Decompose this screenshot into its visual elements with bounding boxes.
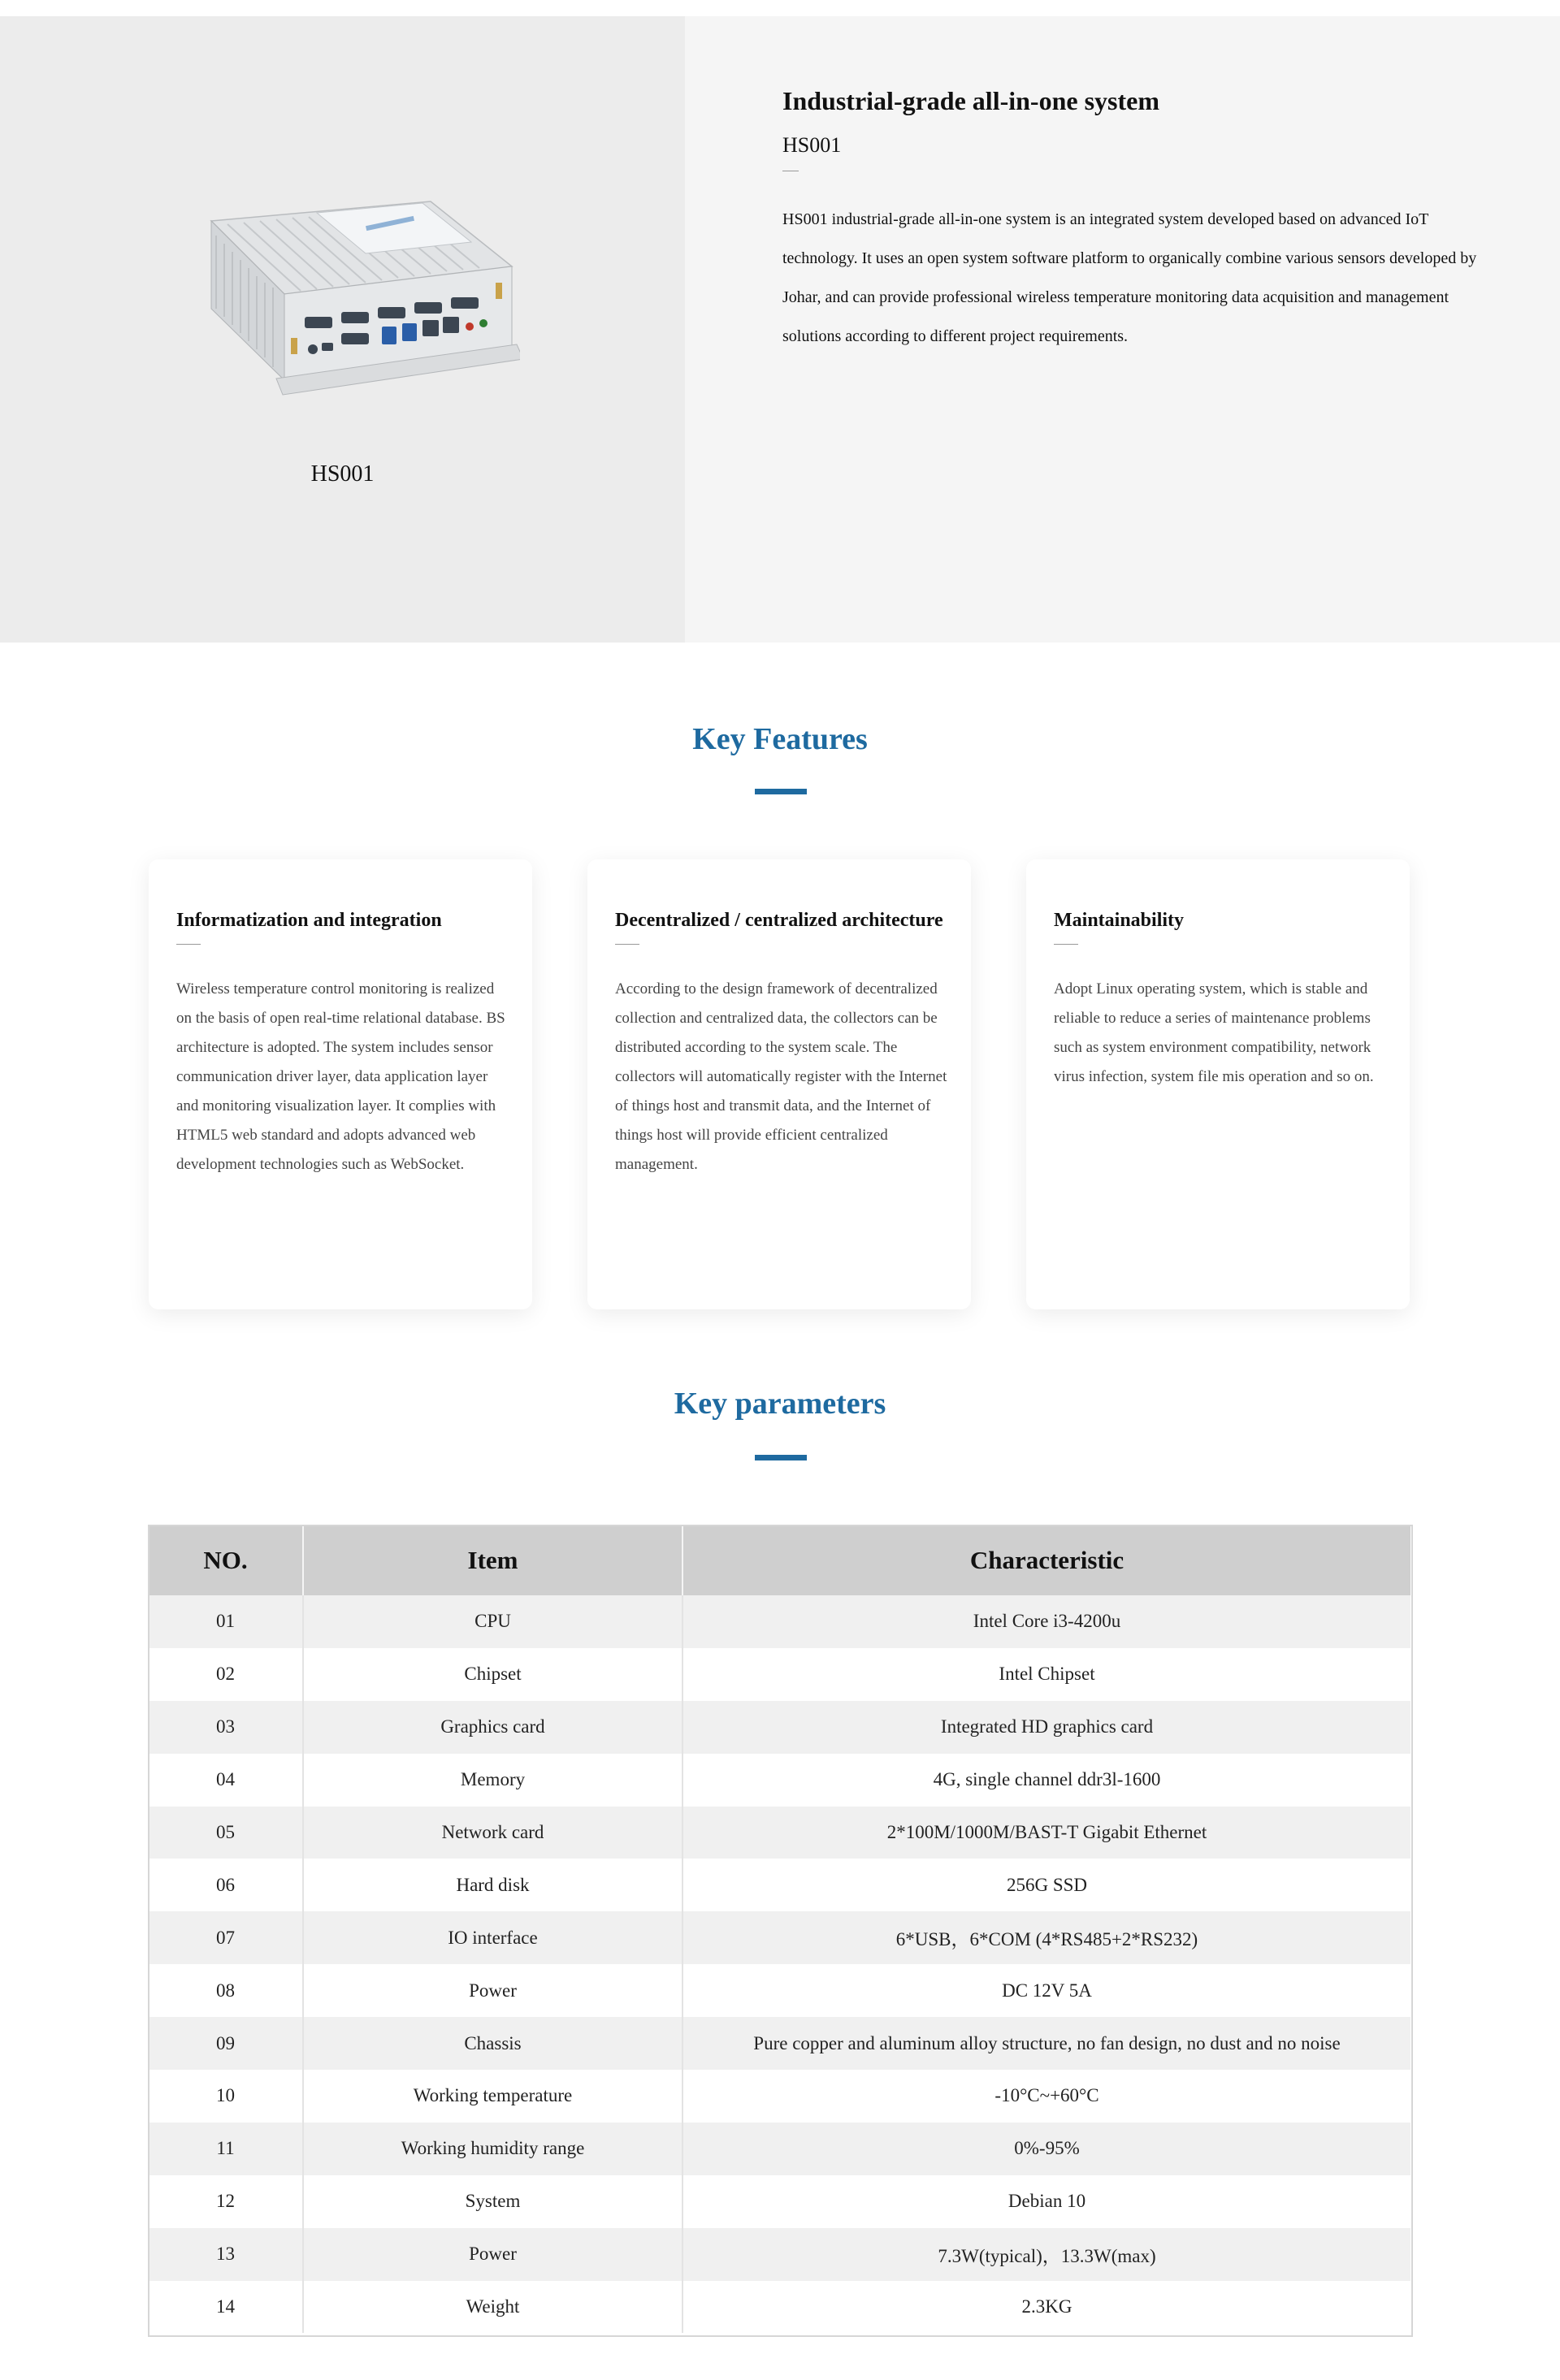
cell-characteristic: 2*100M/1000M/BAST-T Gigabit Ethernet (682, 1807, 1410, 1859)
column-header-characteristic: Characteristic (682, 1525, 1410, 1595)
cell-item: Hard disk (303, 1859, 682, 1911)
table-row (149, 1807, 1410, 1859)
table-row (149, 1595, 1410, 1648)
table-row (149, 2228, 1410, 2281)
product-image-panel (0, 16, 685, 643)
cell-item: Power (303, 2228, 682, 2281)
column-header-no: NO. (149, 1525, 303, 1595)
key-features-heading: Key Features (692, 722, 868, 756)
cell-characteristic: Intel Core i3-4200u (682, 1595, 1410, 1648)
industrial-computer-icon (162, 187, 520, 431)
cell-characteristic: 256G SSD (682, 1859, 1410, 1911)
product-hero (0, 16, 1560, 643)
cell-item: System (303, 2175, 682, 2228)
cell-characteristic: 7.3W(typical)，13.3W(max) (682, 2228, 1410, 2281)
product-caption: HS001 (310, 461, 375, 487)
divider (1054, 944, 1078, 945)
parameters-table-body (149, 1595, 1410, 2333)
feature-card (587, 859, 971, 1309)
heading-underline (755, 789, 807, 794)
cell-characteristic: Integrated HD graphics card (682, 1701, 1410, 1754)
cell-item: IO interface (303, 1911, 682, 1964)
cell-characteristic: 0%-95% (682, 2123, 1410, 2175)
table-row (149, 2281, 1410, 2334)
table-row (149, 1911, 1410, 1964)
cell-characteristic: Debian 10 (682, 2175, 1410, 2228)
cell-no: 06 (149, 1859, 303, 1911)
cell-no: 09 (149, 2017, 303, 2070)
table-row (149, 2017, 1410, 2070)
cell-no: 01 (149, 1595, 303, 1648)
cell-characteristic: Pure copper and aluminum alloy structure, no fan design, no dust and no noise (682, 2017, 1410, 2070)
cell-no: 10 (149, 2070, 303, 2123)
cell-item: Working temperature (303, 2070, 682, 2123)
cell-item: Power (303, 1964, 682, 2017)
table-row (149, 1859, 1410, 1911)
divider (615, 944, 639, 945)
cell-characteristic: 6*USB，6*COM (4*RS485+2*RS232) (682, 1911, 1410, 1964)
feature-card-title: Decentralized / centralized architecture (615, 910, 943, 931)
product-description: HS001 industrial-grade all-in-one system is an integrated system developed based on advanced IoT technology. It uses an open system software platform to organically combine various sensors developed by Johar, and can provide professional wireless temperature monitoring data acquisition and management solutions according to different project requirements. (782, 210, 1477, 345)
feature-card (1026, 859, 1410, 1309)
cell-item: Chipset (303, 1648, 682, 1701)
cell-characteristic: Intel Chipset (682, 1648, 1410, 1701)
cell-no: 08 (149, 1964, 303, 2017)
cell-no: 03 (149, 1701, 303, 1754)
cell-item: Working humidity range (303, 2123, 682, 2175)
key-parameters-heading: Key parameters (674, 1387, 886, 1421)
cell-characteristic: 2.3KG (682, 2281, 1410, 2334)
cell-no: 12 (149, 2175, 303, 2228)
feature-card-body: Wireless temperature control monitoring is realized on the basis of open real-time relational database. BS architecture is adopted. The system includes sensor communication driver layer, data application layer and monitoring visualization layer. It complies with HTML5 web standard and adopts advanced web development technologies such as WebSocket. (176, 980, 505, 1173)
feature-card (149, 859, 532, 1309)
table-header-row (149, 1525, 1410, 1595)
product-model: HS001 (782, 133, 842, 157)
cell-item: Chassis (303, 2017, 682, 2070)
table-row (149, 1701, 1410, 1754)
cell-no: 07 (149, 1911, 303, 1964)
cell-item: Network card (303, 1807, 682, 1859)
cell-no: 13 (149, 2228, 303, 2281)
cell-item: CPU (303, 1595, 682, 1648)
table-row (149, 1754, 1410, 1807)
table-row (149, 2123, 1410, 2175)
product-title: Industrial-grade all-in-one system (782, 86, 1159, 115)
column-header-item: Item (303, 1525, 682, 1595)
feature-card-body: According to the design framework of decentralized collection and centralized data, the collectors can be distributed according to the system scale. The collectors will automatically register with the Internet of things host and transmit data, and the Internet of things host will provide efficient centralized management. (615, 980, 947, 1173)
feature-card-body: Adopt Linux operating system, which is stable and reliable to reduce a series of maintenance problems such as system environment compatibility, network virus infection, system file mis operation and so on. (1054, 980, 1374, 1085)
parameters-table (149, 1525, 1410, 2333)
cell-no: 05 (149, 1807, 303, 1859)
cell-no: 04 (149, 1754, 303, 1807)
table-row (149, 2070, 1410, 2123)
cell-characteristic: 4G, single channel ddr3l-1600 (682, 1754, 1410, 1807)
divider (176, 944, 201, 945)
table-row (149, 1964, 1410, 2017)
table-row (149, 2175, 1410, 2228)
cell-characteristic: DC 12V 5A (682, 1964, 1410, 2017)
cell-item: Graphics card (303, 1701, 682, 1754)
cell-item: Weight (303, 2281, 682, 2334)
product-info-panel (685, 16, 1560, 643)
table-row (149, 1648, 1410, 1701)
cell-item: Memory (303, 1754, 682, 1807)
cell-no: 14 (149, 2281, 303, 2334)
cell-no: 11 (149, 2123, 303, 2175)
feature-card-title: Informatization and integration (176, 910, 442, 931)
cell-characteristic: -10°C~+60°C (682, 2070, 1410, 2123)
heading-underline (755, 1455, 807, 1460)
feature-card-title: Maintainability (1054, 910, 1185, 931)
cell-no: 02 (149, 1648, 303, 1701)
